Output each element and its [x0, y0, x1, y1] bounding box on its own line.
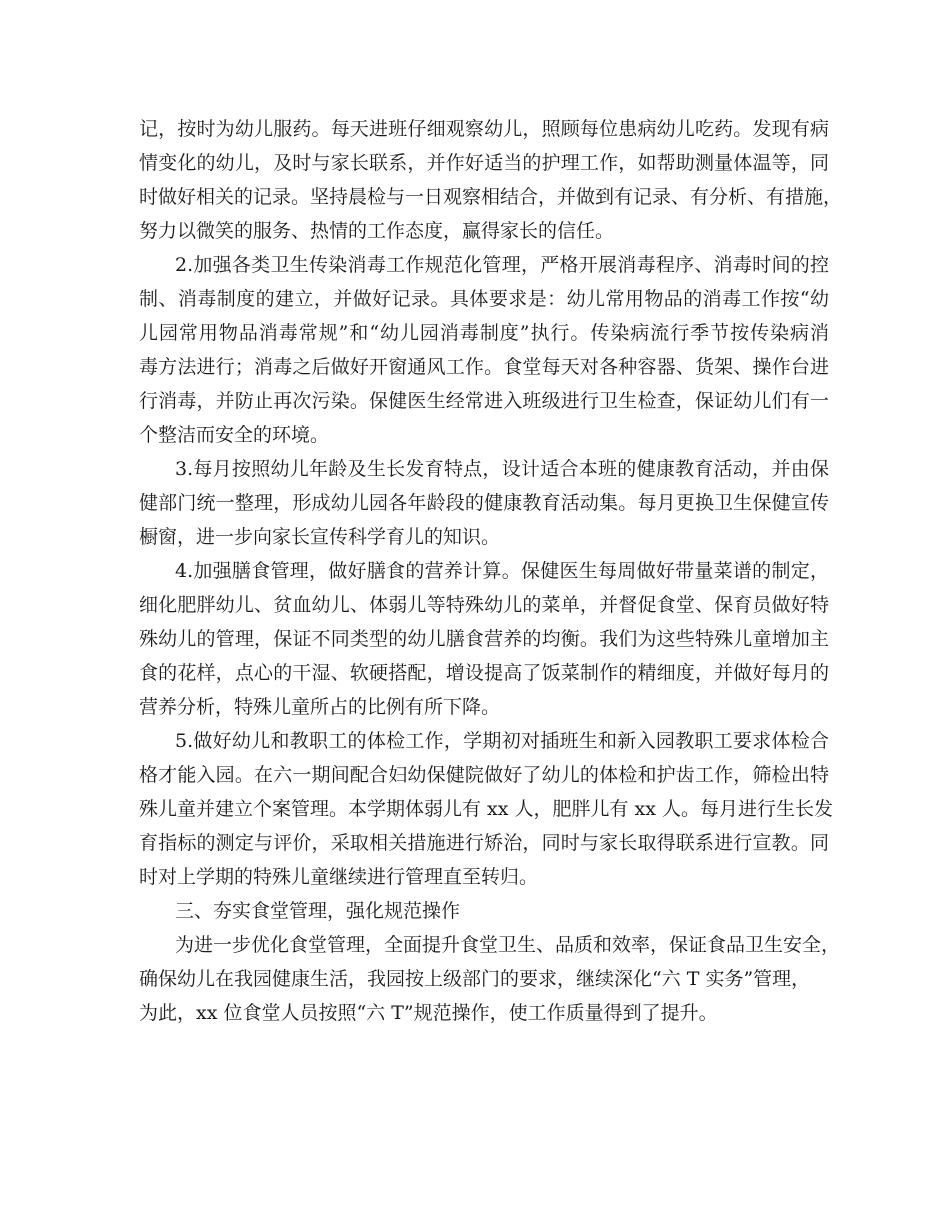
- text-line: 为此，xx 位食堂人员按照“六 T”规范操作，使工作质量得到了提升。: [139, 1002, 718, 1024]
- text-line: 橱窗，进一步向家长宣传科学育儿的知识。: [139, 526, 501, 548]
- text-line: 5.做好幼儿和教职工的体检工作，学期初对插班生和新入园教职工要求体检合: [175, 730, 829, 752]
- text-line: 3.每月按照幼儿年龄及生长发育特点，设计适合本班的健康教育活动，并由保: [175, 458, 829, 480]
- paragraph-continuation: [139, 112, 843, 248]
- text-line: 时对上学期的特殊儿童继续进行管理直至转归。: [139, 866, 539, 888]
- text-line: 儿园常用物品消毒常规”和“幼儿园消毒制度”执行。传染病流行季节按传染病消: [139, 322, 829, 344]
- text-line: 行消毒，并防止再次污染。保健医生经常进入班级进行卫生检查，保证幼儿们有一: [139, 390, 829, 412]
- text-line: 食的花样，点心的干湿、软硬搭配，增设提高了饭菜制作的精细度，并做好每月的: [139, 662, 829, 684]
- paragraph-canteen: [139, 928, 841, 1030]
- paragraph-disinfection: [139, 248, 829, 452]
- text-line: 细化肥胖幼儿、贫血幼儿、体弱儿等特殊幼儿的菜单，并督促食堂、保育员做好特: [139, 594, 829, 616]
- paragraph-physical-exam: [139, 724, 834, 894]
- text-line: 个整洁而安全的环境。: [139, 424, 330, 446]
- text-line: 情变化的幼儿，及时与家长联系，并作好适当的护理工作，如帮助测量体温等，同: [139, 152, 829, 174]
- text-line: 制、消毒制度的建立，并做好记录。具体要求是：幼儿常用物品的消毒工作按“幼: [139, 288, 829, 310]
- text-line: 殊幼儿的管理，保证不同类型的幼儿膳食营养的均衡。我们为这些特殊儿童增加主: [139, 628, 829, 650]
- text-line: 2.加强各类卫生传染消毒工作规范化管理，严格开展消毒程序、消毒时间的控: [175, 254, 829, 276]
- section-heading-text: 三、夯实食堂管理，强化规范操作: [175, 900, 461, 922]
- paragraph-meal-management: [139, 554, 829, 724]
- text-line: 营养分析，特殊儿童所占的比例有所下降。: [139, 696, 501, 718]
- text-line: 4.加强膳食管理，做好膳食的营养计算。保健医生每周做好带量菜谱的制定，: [175, 560, 829, 582]
- text-line: 记，按时为幼儿服药。每天进班仔细观察幼儿，照顾每位患病幼儿吃药。发现有病: [139, 118, 829, 140]
- section-heading: [139, 894, 829, 928]
- text-line: 格才能入园。在六一期间配合妇幼保健院做好了幼儿的体检和护齿工作，筛检出特: [139, 764, 829, 786]
- text-line: 育指标的测定与评价，采取相关措施进行矫治，同时与家长取得联系进行宣教。同: [139, 832, 829, 854]
- text-line: 健部门统一整理，形成幼儿园各年龄段的健康教育活动集。每月更换卫生保健宣传: [139, 492, 829, 514]
- text-line: 努力以微笑的服务、热情的工作态度，赢得家长的信任。: [139, 220, 615, 242]
- text-line: 时做好相关的记录。坚持晨检与一日观察相结合，并做到有记录、有分析、有措施，: [139, 186, 843, 208]
- paragraph-health-education: [139, 452, 829, 554]
- text-line: 为进一步优化食堂管理，全面提升食堂卫生、品质和效率，保证食品卫生安全，: [175, 934, 841, 956]
- document-body: [139, 112, 843, 1030]
- text-line: 毒方法进行；消毒之后做好开窗通风工作。食堂每天对各种容器、货架、操作台进: [139, 356, 829, 378]
- text-line: 确保幼儿在我园健康生活，我园按上级部门的要求，继续深化“六 T 实务”管理，: [139, 968, 811, 990]
- text-line: 殊儿童并建立个案管理。本学期体弱儿有 xx 人，肥胖儿有 xx 人。每月进行生长发: [139, 798, 834, 820]
